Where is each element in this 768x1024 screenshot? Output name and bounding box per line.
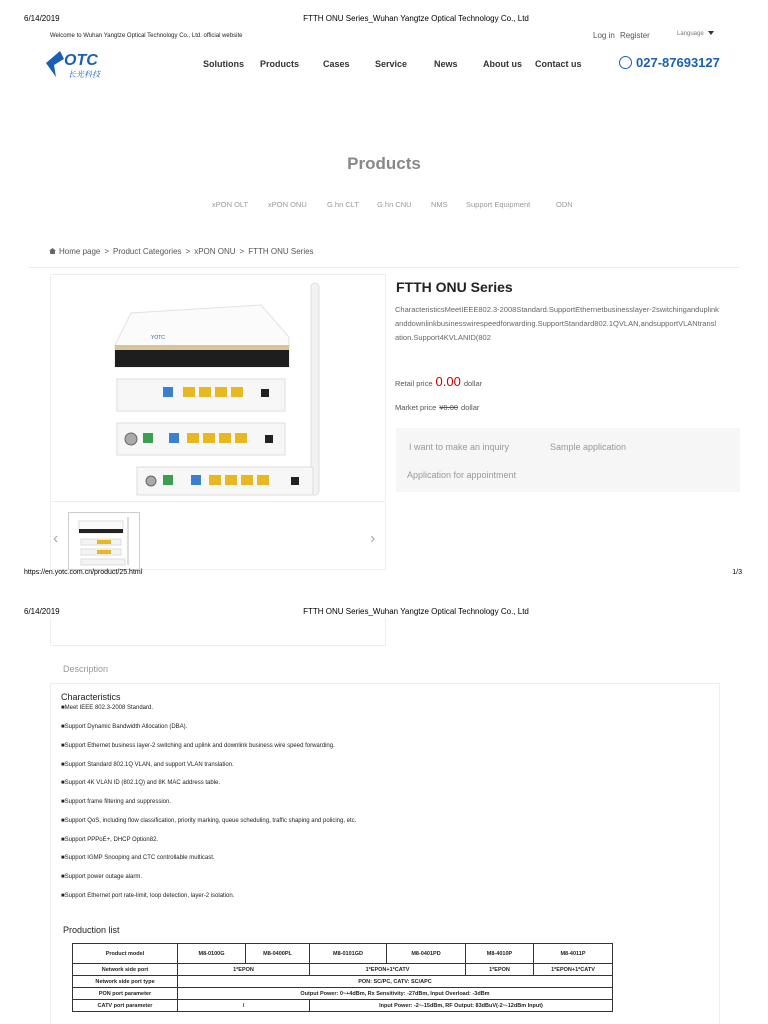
inquiry-button[interactable]: I want to make an inquiry <box>409 442 510 452</box>
table-row <box>73 1000 613 1012</box>
account-links <box>593 31 653 40</box>
product-image <box>51 275 385 501</box>
thumbnail[interactable] <box>68 512 140 570</box>
table-cell: / <box>178 1000 310 1012</box>
print-date: 6/14/2019 <box>24 607 60 616</box>
feature-item: ■Support PPPoE+, DHCP Option82. <box>61 837 159 843</box>
breadcrumb <box>49 247 314 256</box>
retail-price-value: 0.00 <box>435 374 461 389</box>
logo-cn: 长光科技 <box>68 70 100 79</box>
welcome-text: Welcome to Wuhan Yangtze Optical Technology Co., Ltd. official website <box>50 33 243 39</box>
svg-text:YOTC: YOTC <box>151 335 165 341</box>
breadcrumb-current[interactable]: FTTH ONU Series <box>248 247 314 256</box>
print-date: 6/14/2019 <box>24 14 60 23</box>
nav-about-us[interactable]: About us <box>483 59 522 69</box>
market-price <box>395 403 479 412</box>
breadcrumb-categories[interactable]: Product Categories <box>113 247 182 256</box>
nav-news[interactable]: News <box>434 59 458 69</box>
category-nav <box>0 200 768 212</box>
nav-solutions[interactable]: Solutions <box>203 59 244 69</box>
subnav-ghn-cnu[interactable]: G.hn CNU <box>377 200 412 209</box>
table-cell: PON port parameter <box>73 988 178 1000</box>
table-row <box>73 976 613 988</box>
subnav-nms[interactable]: NMS <box>431 200 448 209</box>
feature-item: ■Meet IEEE 802.3-2008 Standard. <box>61 705 154 711</box>
characteristics-title: Characteristics <box>61 692 121 702</box>
register-link[interactable]: Register <box>620 31 650 40</box>
table-header: M8-0100G <box>178 944 246 964</box>
table-cell: CATV port parameter <box>73 1000 178 1012</box>
divider <box>28 267 740 268</box>
product-summary: CharacteristicsMeetIEEE802.3-2008Standard.SupportEthernetbusinesslayer-2switchinganduplinkanddownlinkbusinesswirespeedforwarding.SupportStandard802.1QVLAN,andsupportVLANtranslation.Support4KVLANID(802 <box>395 305 719 342</box>
language-label: Language <box>677 31 704 37</box>
chevron-left-icon[interactable]: ‹ <box>53 530 59 547</box>
table-cell: 1*EPON <box>178 964 310 976</box>
feature-item: ■Support Dynamic Bandwidth Allocation (DBA). <box>61 724 188 730</box>
page-title: Products <box>347 154 421 173</box>
table-header: M8-4011P <box>534 944 613 964</box>
feature-item: ■Support Standard 802.1Q VLAN, and support VLAN translation. <box>61 762 234 768</box>
nav-cases[interactable]: Cases <box>323 59 350 69</box>
sample-application-button[interactable]: Sample application <box>550 442 627 452</box>
production-list-title: Production list <box>63 925 120 935</box>
feature-item: ■Support power outage alarm. <box>61 874 143 880</box>
nav-contact-us[interactable]: Contact us <box>535 59 582 69</box>
table-cell: Input Power: -2~-15dBm, RF Output: 83dBuV(-2~-12dBm Input) <box>310 1000 613 1012</box>
thumbnail-image <box>69 513 139 569</box>
nav-service[interactable]: Service <box>375 59 408 69</box>
market-price-value: ¥0.00 <box>439 403 459 412</box>
table-header: M8-0401PD <box>387 944 466 964</box>
table-cell: Output Power: 0~+4dBm, Rx Sensitivity: -27dBm, Input Overload: -3dBm <box>178 988 613 1000</box>
subnav-xpon-onu[interactable]: xPON ONU <box>268 200 307 209</box>
table-cell: Network side port type <box>73 976 178 988</box>
description-tab[interactable]: Description <box>63 664 109 674</box>
table-header: Product model <box>73 944 178 964</box>
breadcrumb-sep: > <box>104 247 110 256</box>
retail-price-label: Retail price <box>395 379 433 388</box>
breadcrumb-xpon-onu[interactable]: xPON ONU <box>194 247 236 256</box>
market-price-label: Market price <box>395 403 437 412</box>
breadcrumb-sep: > <box>239 247 245 256</box>
table-cell: PON: SC/PC, CATV: SC/APC <box>178 976 613 988</box>
caret-down-icon <box>708 31 714 35</box>
table-header: M8-0400PL <box>246 944 310 964</box>
table-cell: 1*EPON <box>466 964 534 976</box>
retail-price-unit: dollar <box>463 379 483 388</box>
subnav-xpon-olt[interactable]: xPON OLT <box>212 200 249 209</box>
chevron-right-icon[interactable]: › <box>370 530 376 547</box>
production-table <box>72 943 613 1012</box>
product-image-panel <box>50 274 386 502</box>
table-cell: Network side port <box>73 964 178 976</box>
table-header-row <box>73 944 613 964</box>
print-url: https://en.yotc.com.cn/product/25.html <box>24 569 143 576</box>
feature-item: ■Support QoS, including flow classification, priority marking, queue scheduling, traffic shaping and policing, etc. <box>61 818 357 824</box>
table-header: M8-0101GD <box>310 944 387 964</box>
print-title: FTTH ONU Series_Wuhan Yangtze Optical Technology Co., Ltd <box>303 607 529 616</box>
feature-item: ■Support Ethernet business layer-2 switching and uplink and downlink business wire speed forwarding. <box>61 743 335 749</box>
product-title: FTTH ONU Series <box>396 279 513 295</box>
table-cell: 1*EPON+1*CATV <box>534 964 613 976</box>
thumbnail-strip-continued <box>50 618 386 646</box>
feature-item: ■Support Ethernet port rate-limit, loop detection, layer-2 isolation. <box>61 893 235 899</box>
logo-text: OTC <box>64 52 98 69</box>
retail-price <box>395 374 482 389</box>
market-price-unit: dollar <box>461 403 480 412</box>
login-link[interactable]: Log in <box>593 31 615 40</box>
subnav-support-equipment[interactable]: Support Equipment <box>466 200 531 209</box>
phone-icon <box>619 56 632 69</box>
print-title: FTTH ONU Series_Wuhan Yangtze Optical Technology Co., Ltd <box>303 14 529 23</box>
breadcrumb-sep: > <box>185 247 191 256</box>
action-panel <box>396 428 740 492</box>
table-row <box>73 964 613 976</box>
feature-item: ■Support 4K VLAN ID (802.1Q) and 8K MAC address table. <box>61 780 221 786</box>
phone-number <box>619 55 720 70</box>
feature-item: ■Support IGMP Snooping and CTC controllable multicast. <box>61 855 215 861</box>
subnav-odn[interactable]: ODN <box>556 200 573 209</box>
language-selector[interactable] <box>677 31 714 37</box>
appointment-button[interactable]: Application for appointment <box>407 470 517 480</box>
table-header: M8-4010P <box>466 944 534 964</box>
home-icon <box>49 248 56 254</box>
table-cell: 1*EPON+1*CATV <box>310 964 466 976</box>
breadcrumb-home[interactable]: Home page <box>59 247 101 256</box>
subnav-ghn-clt[interactable]: G.hn CLT <box>327 200 359 209</box>
print-page-number: 1/3 <box>732 569 742 576</box>
print-header <box>0 14 768 28</box>
nav-products[interactable]: Products <box>260 59 300 69</box>
table-row <box>73 988 613 1000</box>
phone-text: 027-87693127 <box>636 55 720 70</box>
feature-item: ■Support frame filtering and suppression. <box>61 799 172 805</box>
